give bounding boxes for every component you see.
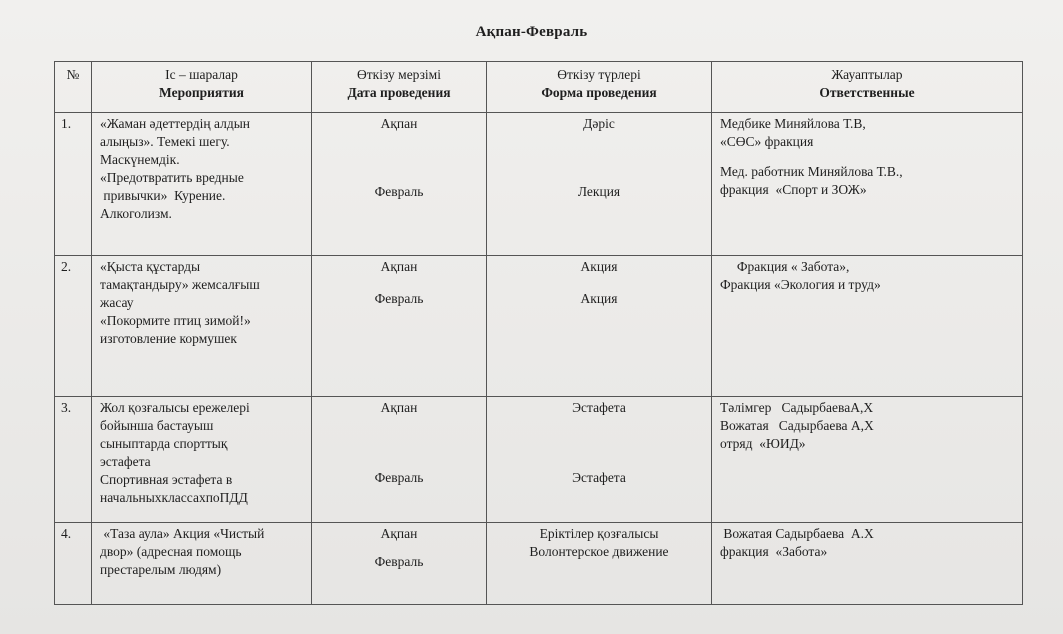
event-line: «Предотвратить вредные: [100, 170, 244, 185]
event-line: «Покормите птиц зимой!»: [100, 313, 251, 328]
row-num: 2.: [55, 256, 92, 397]
resp-line: Вожатая Садырбаева А,Х: [720, 418, 874, 433]
date-kz: Ақпан: [380, 259, 418, 274]
date-ru: Февраль: [374, 470, 424, 485]
row-date: [312, 397, 487, 523]
header-date-kz: Өткізу мерзімі: [357, 67, 441, 82]
form-ru: Волонтерское движение: [529, 544, 669, 559]
resp-line: Фракция « Забота»,: [720, 259, 850, 274]
resp-line: Фракция «Экология и труд»: [720, 277, 881, 292]
event-line: Жол қозғалысы ережелері: [100, 400, 250, 415]
date-kz: Ақпан: [380, 116, 418, 131]
table-row: [55, 256, 1023, 397]
event-line: бойынша бастауыш: [100, 418, 214, 433]
event-line: Маскүнемдік.: [100, 152, 180, 167]
header-date: [312, 62, 487, 113]
page-title: Ақпан-Февраль: [475, 24, 588, 40]
date-kz: Ақпан: [380, 400, 418, 415]
row-event: [92, 113, 312, 256]
header-resp-ru: Ответственные: [819, 85, 915, 100]
event-line: «Жаман әдеттердің алдын: [100, 116, 250, 131]
date-ru: Февраль: [374, 554, 424, 569]
event-line: эстафета: [100, 454, 151, 469]
header-form-kz: Өткізу түрлері: [557, 67, 641, 82]
event-line: Спортивная эстафета в: [100, 472, 233, 487]
row-event: [92, 397, 312, 523]
header-event-ru: Мероприятия: [159, 85, 244, 100]
header-date-ru: Дата проведения: [347, 85, 451, 100]
resp-line: «СӨС» фракция: [720, 134, 814, 149]
form-kz: Акция: [580, 259, 618, 274]
table-row: [55, 113, 1023, 256]
row-resp: [712, 397, 1023, 523]
row-date: [312, 256, 487, 397]
event-line: тамақтандыру» жемсалғыш: [100, 277, 260, 292]
table-row: [55, 523, 1023, 605]
resp-line: Тәлімгер СадырбаеваА,Х: [720, 400, 874, 415]
row-form: [487, 523, 712, 605]
row-form: [487, 397, 712, 523]
event-line: «Таза аула» Акция «Чистый: [100, 526, 265, 541]
row-resp: [712, 523, 1023, 605]
header-event-kz: Іс – шаралар: [165, 67, 238, 82]
header-resp: [712, 62, 1023, 113]
event-line: привычки» Курение.: [100, 188, 226, 203]
event-line: «Қыста құстарды: [100, 259, 201, 274]
row-date: [312, 113, 487, 256]
row-resp: [712, 256, 1023, 397]
resp-line: фракция «Спорт и ЗОЖ»: [720, 182, 867, 197]
resp-line: отряд «ЮИД»: [720, 436, 806, 451]
row-event: [92, 256, 312, 397]
event-line: Алкоголизм.: [100, 206, 172, 221]
table-row: [55, 397, 1023, 523]
event-line: сыныптарда спорттық: [100, 436, 228, 451]
row-num: 1.: [55, 113, 92, 256]
form-kz: Эстафета: [572, 400, 626, 415]
row-date: [312, 523, 487, 605]
event-line: алыңыз». Темекі шегу.: [100, 134, 230, 149]
resp-line: Вожатая Садырбаева А.Х: [720, 526, 874, 541]
header-event: [92, 62, 312, 113]
event-line: жасау: [100, 295, 134, 310]
row-num: 4.: [55, 523, 92, 605]
row-form: [487, 256, 712, 397]
date-ru: Февраль: [374, 184, 424, 199]
header-form: [487, 62, 712, 113]
resp-line: Медбике Миняйлова Т.В,: [720, 116, 866, 131]
header-num: [55, 62, 92, 113]
row-event: [92, 523, 312, 605]
header-form-ru: Форма проведения: [541, 85, 657, 100]
event-line: изготовление кормушек: [100, 331, 237, 346]
event-line: престарелым людям): [100, 562, 222, 577]
row-resp: [712, 113, 1023, 256]
form-ru: Лекция: [577, 184, 621, 199]
events-table: [54, 61, 1023, 605]
header-resp-kz: Жауаптылар: [831, 67, 903, 82]
resp-line: Мед. работник Миняйлова Т.В.,: [720, 164, 903, 179]
header-num-label: №: [66, 67, 80, 82]
event-line: начальныхклассахпоПДД: [100, 490, 248, 505]
form-kz: Дәріс: [583, 116, 615, 131]
form-kz: Еріктілер қозғалысы: [539, 526, 659, 541]
row-num: 3.: [55, 397, 92, 523]
row-form: [487, 113, 712, 256]
resp-line: фракция «Забота»: [720, 544, 828, 559]
table-header-row: [55, 62, 1023, 113]
date-kz: Ақпан: [380, 526, 418, 541]
event-line: двор» (адресная помощь: [100, 544, 242, 559]
form-ru: Акция: [580, 291, 618, 306]
form-ru: Эстафета: [572, 470, 626, 485]
date-ru: Февраль: [374, 291, 424, 306]
